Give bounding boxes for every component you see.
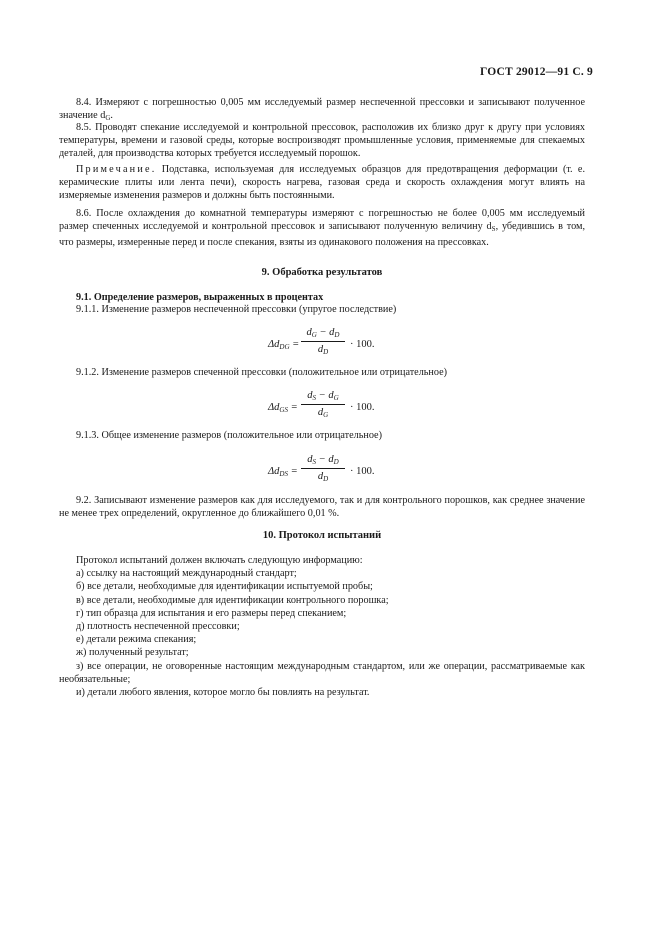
paragraph-8-5: 8.5. Проводят спекание исследуемой и контрольной прессовок, расположив их близко друг к другу при условиях температуры, времени и газовой среды, которые воспроизводят промышленные условия, применяемые для спекаемых деталей, для производства которых требуется исследуемый порошок. <box>59 122 585 160</box>
item-9-1-2: 9.1.2. Изменение размеров спеченной прессовки (положительное или отрицательное) <box>76 367 448 378</box>
protocol-item-i: и) детали любого явления, которое могло бы повлиять на результат. <box>76 687 370 699</box>
page-header: ГОСТ 29012—91 С. 9 <box>480 66 593 78</box>
protocol-item-d: д) плотность неспеченной прессовки; <box>76 621 240 633</box>
section-9-title: 9. Обработка результатов <box>261 267 383 278</box>
protocol-item-zh: ж) полученный результат; <box>76 647 189 659</box>
note-label: Примечание. <box>76 164 157 175</box>
protocol-item-z: з) все операции, не оговоренные настоящим международным стандартом, или же операции, рассматриваемые как необязательные; <box>59 660 585 685</box>
protocol-intro: Протокол испытаний должен включать следующую информацию: <box>76 555 363 566</box>
paragraph-8-6: 8.6. После охлаждения до комнатной температуры измеряют с погрешностью не более 0,005 мм исследуемый размер спеченных исследуемой и контрольной прессовок и записывают полученную величину $d_S$, убедившись в том, что размеры, измеренные перед и после спекания, взяты из одинакового положения на прессовках. <box>59 208 586 249</box>
protocol-item-e: е) детали режима спекания; <box>76 634 197 646</box>
document-page: ГОСТ 29012—91 С. 9 8.4. Измеряют с погрешностью 0,005 мм исследуемый размер неспеченной прессовки и записывают полученное значение $d_G$. 8.5. Проводят спекание исследуемой и контрольной прессовок, расположив их близко друг к другу при условиях температуры, времени и газовой среды, которые воспроизводят промышленные условия, применяемые для спекаемых деталей, для производства которых требуется исследуемый порошок. Примечание. Подставка, используемая для исследуемых образцов для предотвращения деформации (т. е. керамические плиты или лента печи), скорость нагрева, газовая среда и скорость охлаждения могут влиять на измеряемые изменения размеров и должны быть постоянными. 8.6. После охлаждения до комнатной температуры измеряют с погрешностью не более 0,005 мм исследуемый размер спеченных исследуемой и контрольной прессовок и записывают полученную величину $d_S$, убедившись в том, что размеры, измеренные перед и после спекания, взяты из одинакового положения на прессовках. 9. Обработка результатов 9.1. Определение размеров, выраженных в процентах 9.1.1. Изменение размеров неспеченной прессовки (упругое последствие) $\Delta d_{DG}$ = $d_G - d_D$ $d_D$ · 100. 9.1.2. Изменение размеров спеченной прессовки (положительное или отрицательное) $\Delta d_{GS}$ = $d_S - d_G$ $d_G$ · 100. 9.1.3. Общее изменение размеров (положительное или отрицательное) $\Delta d_{DS}$ = $d_S - d_D$ $d_D$ · 100. 9.2. Записывают изменение размеров как для исследуемого, так и для контрольного порошков, как среднее значение не менее трех определений, округленное до ближайшего 0,01 %. 10. Протокол испытаний Протокол испытаний должен включать следующую информацию: а) ссылку на настоящий международный стандарт; б) все детали, необходимые для идентификации испытуемой пробы; в) все детали, необходимые для идентификации контрольного порошка; г) тип образца для испытания и его размеры перед спеканием; д) плотность неспеченной прессовки; е) детали режима спекания; ж) полученный результат; з) все операции, не оговоренные настоящим международным стандартом, или же операции, рассматриваемые как необязательные; и) детали любого явления, которое могло бы повлиять на результат. <box>59 66 593 699</box>
note-paragraph: Примечание. Подставка, используемая для исследуемых образцов для предотвращения деформации (т. е. керамические плиты или лента печи), скорость нагрева, газовая среда и скорость охлаждения могут влиять на измеряемые изменения размеров и должны быть постоянными. <box>59 164 585 202</box>
protocol-item-b: б) все детали, необходимые для идентификации испытуемой пробы; <box>76 581 373 593</box>
section-10-title: 10. Протокол испытаний <box>262 530 382 541</box>
protocol-item-g: г) тип образца для испытания и его размеры перед спеканием; <box>76 607 347 619</box>
protocol-item-a: а) ссылку на настоящий международный стандарт; <box>76 568 297 580</box>
item-9-1-3: 9.1.3. Общее изменение размеров (положительное или отрицательное) <box>76 430 382 441</box>
item-9-1-1: 9.1.1. Изменение размеров неспеченной прессовки (упругое последствие) <box>76 304 397 315</box>
protocol-list <box>59 554 585 699</box>
paragraph-9-2: 9.2. Записывают изменение размеров как для исследуемого, так и для контрольного порошков, как среднее значение не менее трех определений, округленное до ближайшего 0,01 %. <box>59 495 585 520</box>
protocol-item-v: в) все детали, необходимые для идентификации контрольного порошка; <box>76 594 389 606</box>
paragraph-8-4: 8.4. Измеряют с погрешностью 0,005 мм исследуемый размер неспеченной прессовки и записывают полученное значение $d_G$. <box>59 97 585 123</box>
subsection-9-1-title: 9.1. Определение размеров, выраженных в процентах <box>76 292 324 303</box>
